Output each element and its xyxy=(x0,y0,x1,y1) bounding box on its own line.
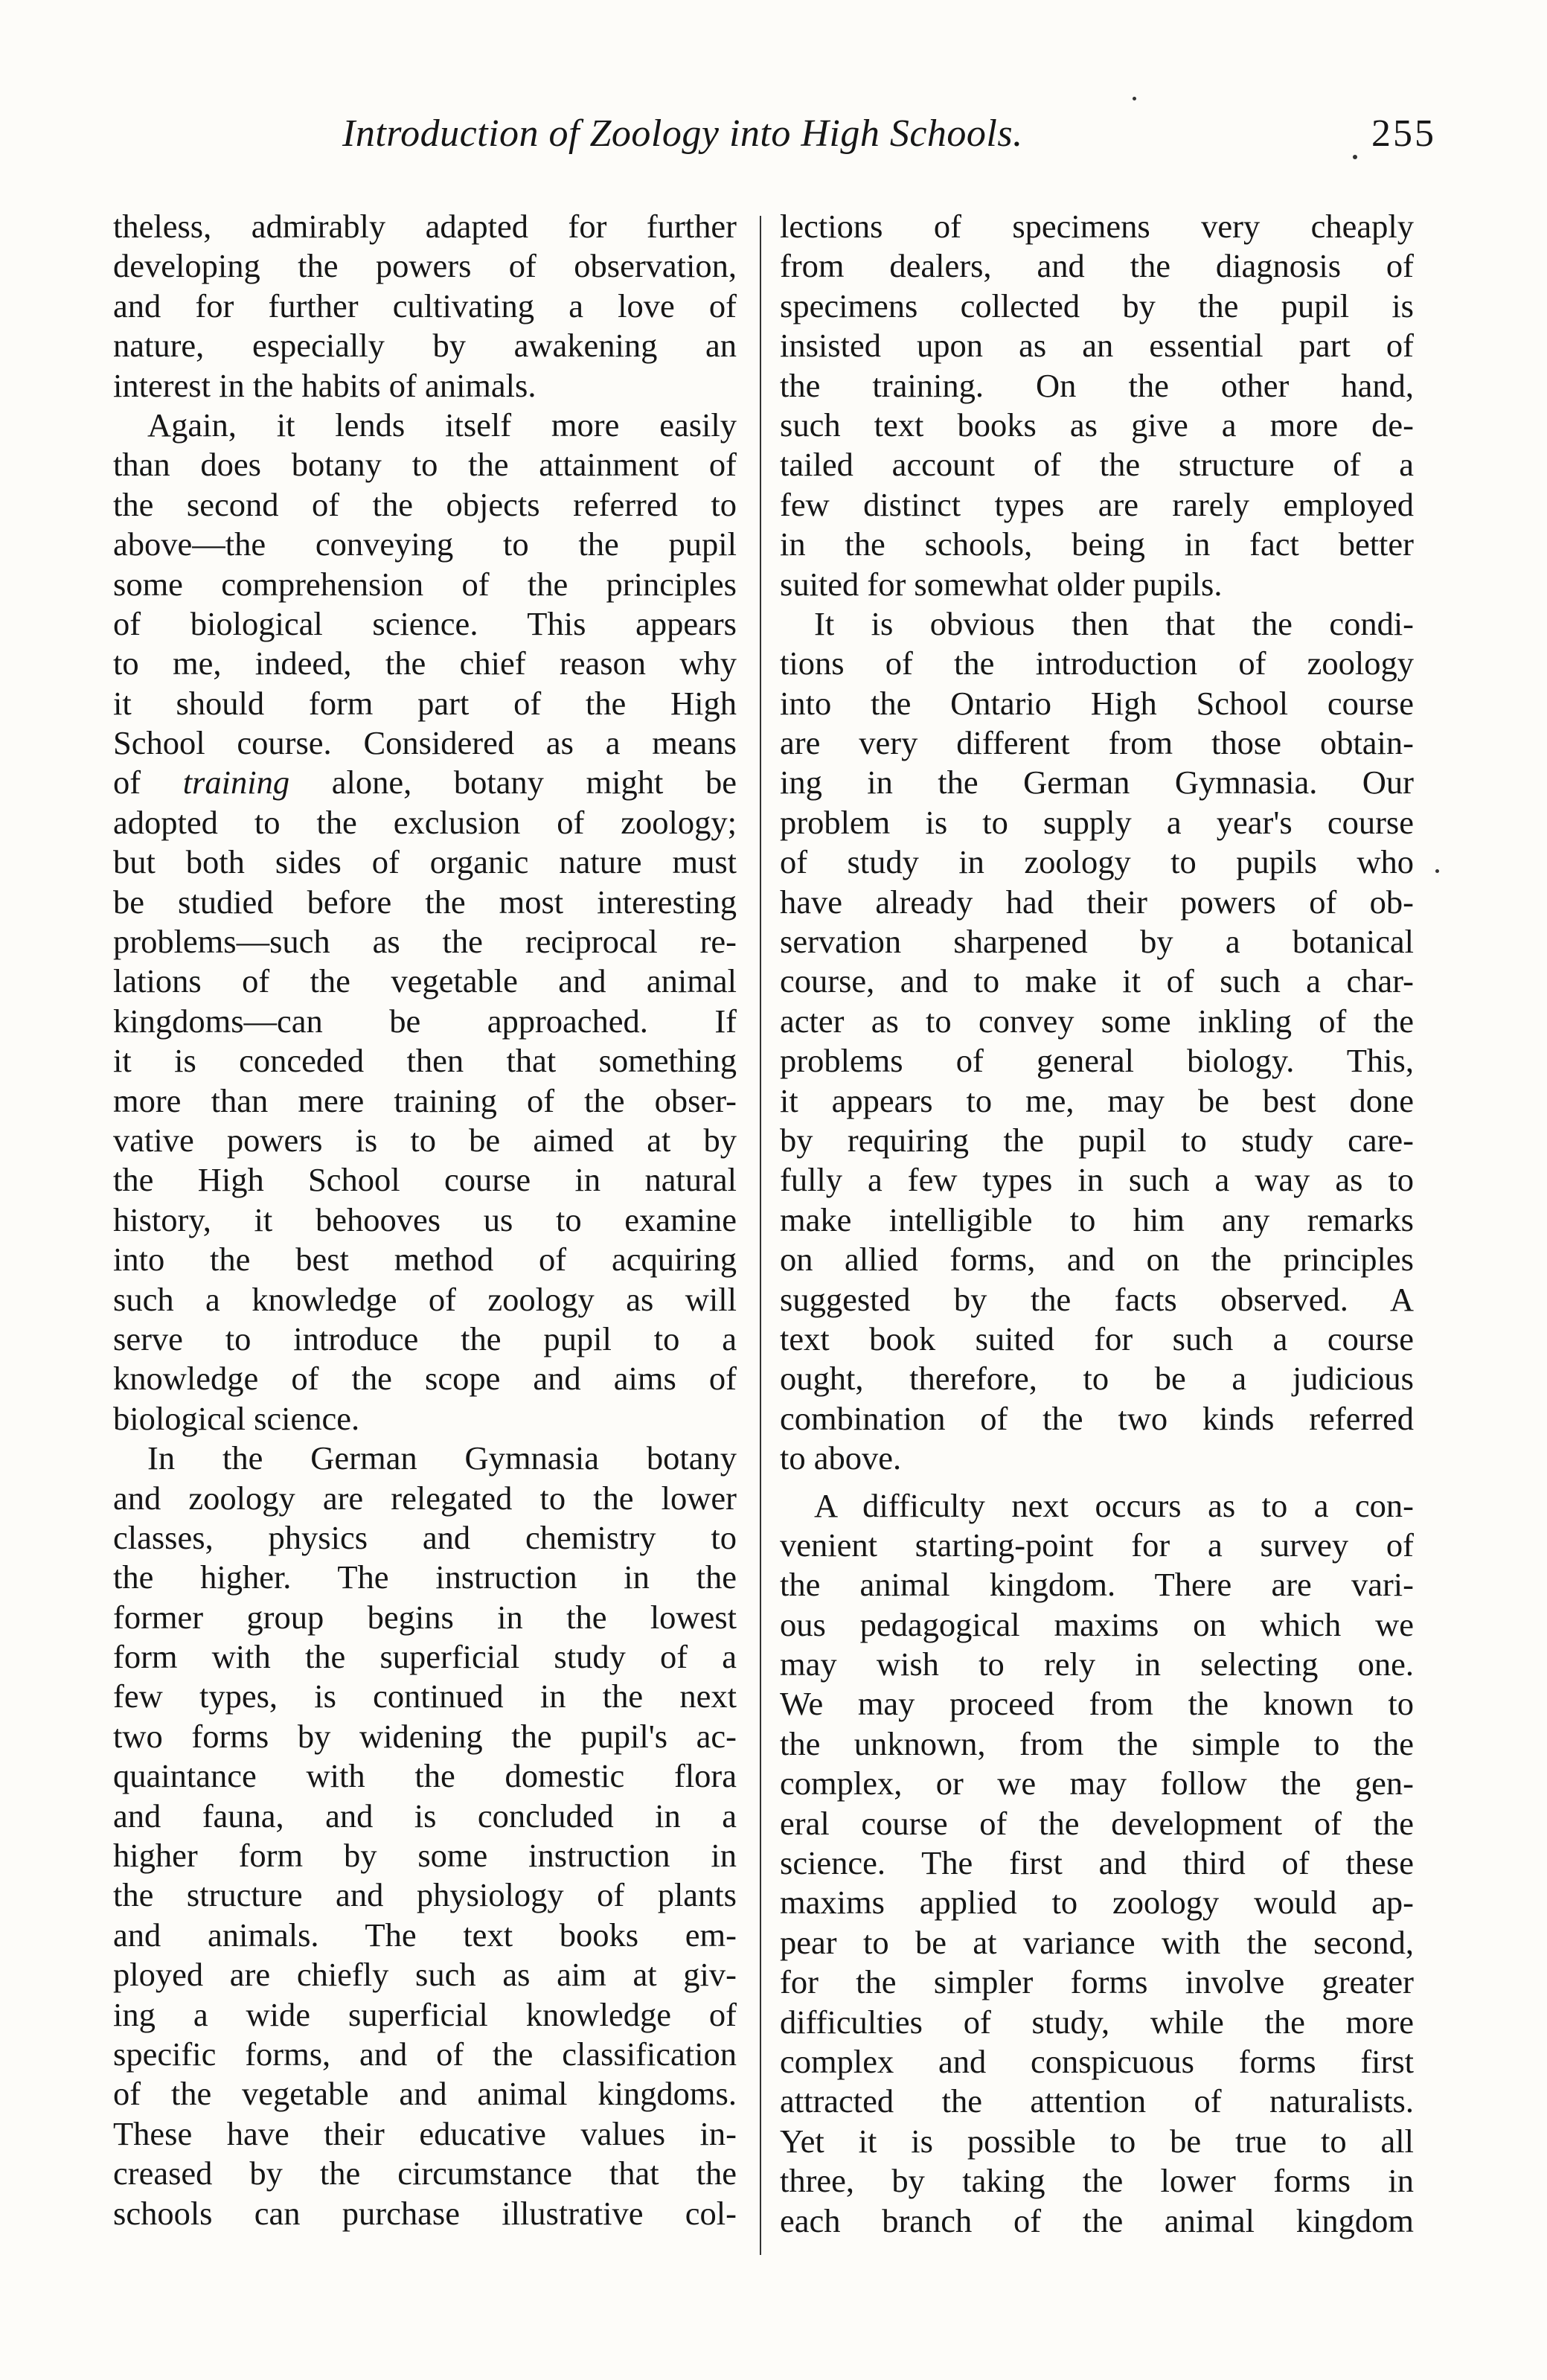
text-line: the unknown, from the simple to the xyxy=(780,1724,1414,1762)
text-line: higher form by some instruction in xyxy=(113,1837,737,1875)
text-line: acter as to convey some inkling of the xyxy=(780,1002,1414,1040)
text-line: specific forms, and of the classification xyxy=(113,2035,737,2073)
text-line: developing the powers of observation, xyxy=(113,247,737,285)
page-number: 255 xyxy=(1371,112,1436,155)
text-line: adopted to the exclusion of zoology; xyxy=(113,803,737,841)
text-line: and zoology are relegated to the lower xyxy=(113,1479,737,1517)
text-line: former group begins in the lowest xyxy=(113,1598,737,1636)
text-line: suggested by the facts observed. A xyxy=(780,1280,1414,1318)
text-line: for the simpler forms involve greater xyxy=(780,1963,1414,2001)
text-line: may wish to rely in selecting one. xyxy=(780,1645,1414,1683)
text-line: in the schools, being in fact better xyxy=(780,525,1414,563)
text-line: the animal kingdom. There are vari- xyxy=(780,1566,1414,1604)
text-line: but both sides of organic nature must xyxy=(113,843,737,881)
text-line: some comprehension of the principles xyxy=(113,565,737,603)
text-line: interest in the habits of animals. xyxy=(113,366,537,404)
text-line: into the Ontario High School course xyxy=(780,684,1414,722)
text-line: ing in the German Gymnasia. Our xyxy=(780,764,1414,802)
text-line: course, and to make it of such a char- xyxy=(780,962,1414,1000)
text-line: lations of the vegetable and animal xyxy=(113,962,737,1000)
text-line: venient starting-point for a survey of xyxy=(780,1526,1414,1564)
text-line: nature, especially by awakening an xyxy=(113,327,737,365)
text-line: the second of the objects referred to xyxy=(113,485,737,523)
text-line: It is obvious then that the condi- xyxy=(814,604,1414,642)
text-line: from dealers, and the diagnosis of xyxy=(780,247,1414,285)
text-line: such text books as give a more de- xyxy=(780,406,1414,444)
text-line: the higher. The instruction in the xyxy=(113,1558,737,1596)
text-line: to me, indeed, the chief reason why xyxy=(113,644,737,682)
text-line: science. The first and third of these xyxy=(780,1844,1414,1882)
text-line: on allied forms, and on the principles xyxy=(780,1241,1414,1279)
text-line: School course. Considered as a means xyxy=(113,724,737,762)
text-line: by requiring the pupil to study care- xyxy=(780,1121,1414,1159)
text-line: quaintance with the domestic flora xyxy=(113,1757,737,1795)
text-line: of study in zoology to pupils who xyxy=(780,843,1414,881)
text-line: the structure and physiology of plants xyxy=(113,1876,737,1914)
text-line: problems of general biology. This, xyxy=(780,1042,1414,1080)
text-line: of the vegetable and animal kingdoms. xyxy=(113,2075,737,2113)
text-line xyxy=(113,763,737,802)
text-line: knowledge of the scope and aims of xyxy=(113,1360,737,1398)
text-line: Again, it lends itself more easily xyxy=(147,406,737,444)
text-line: few types, is continued in the next xyxy=(113,1677,737,1715)
text-line: three, by taking the lower forms in xyxy=(780,2162,1414,2200)
text-line: make intelligible to him any remarks xyxy=(780,1200,1414,1238)
text-line: text book suited for such a course xyxy=(780,1319,1414,1357)
text-line: suited for somewhat older pupils. xyxy=(780,565,1223,603)
text-line: have already had their powers of ob- xyxy=(780,883,1414,921)
text-line: servation sharpened by a botanical xyxy=(780,923,1414,961)
text-line: above—the conveying to the pupil xyxy=(113,525,737,563)
text-line: of biological science. This appears xyxy=(113,604,737,642)
text-segment: of xyxy=(113,764,183,802)
text-line: These have their educative values in- xyxy=(113,2114,737,2152)
text-line: than does botany to the attainment of xyxy=(113,446,737,484)
text-line: eral course of the development of the xyxy=(780,1804,1414,1842)
text-line: into the best method of acquiring xyxy=(113,1241,737,1279)
scan-speck xyxy=(1353,155,1357,159)
text-line: it is conceded then that something xyxy=(113,1042,737,1080)
running-title: Introduction of Zoology into High Schools. xyxy=(342,112,1023,155)
text-line: fully a few types in such a way as to xyxy=(780,1161,1414,1199)
text-line: form with the superficial study of a xyxy=(113,1638,737,1676)
scan-speck xyxy=(1133,97,1136,100)
right-column xyxy=(780,207,1414,2241)
text-line: ous pedagogical maxims on which we xyxy=(780,1605,1414,1643)
running-header xyxy=(112,112,1436,171)
text-line: and for further cultivating a love of xyxy=(113,287,737,324)
text-line: problems—such as the reciprocal re- xyxy=(113,923,737,961)
text-line: ought, therefore, to be a judicious xyxy=(780,1360,1414,1398)
text-line: A difficulty next occurs as to a con- xyxy=(814,1486,1414,1524)
text-line: and animals. The text books em- xyxy=(113,1916,737,1954)
text-line: complex, or we may follow the gen- xyxy=(780,1765,1414,1802)
text-line: combination of the two kinds referred xyxy=(780,1399,1414,1437)
text-line: schools can purchase illustrative col- xyxy=(113,2194,737,2232)
text-line: pear to be at variance with the second, xyxy=(780,1923,1414,1961)
text-line: each branch of the animal kingdom xyxy=(780,2201,1414,2239)
emphasized-word: training xyxy=(182,764,290,802)
text-line: vative powers is to be aimed at by xyxy=(113,1121,737,1159)
text-line: ing a wide superficial knowledge of xyxy=(113,1995,737,2033)
text-line: and fauna, and is concluded in a xyxy=(113,1797,737,1834)
text-line: such a knowledge of zoology as will xyxy=(113,1280,737,1318)
text-line: lections of specimens very cheaply xyxy=(780,208,1414,245)
text-line: biological science. xyxy=(113,1399,360,1437)
text-line: Yet it is possible to be true to all xyxy=(780,2122,1414,2160)
text-line: it appears to me, may be best done xyxy=(780,1081,1414,1119)
text-segment: alone, botany might be xyxy=(289,764,737,802)
text-line: are very different from those obtain- xyxy=(780,724,1414,762)
column-divider xyxy=(760,216,761,2255)
text-line: serve to introduce the pupil to a xyxy=(113,1319,737,1357)
text-line: kingdoms—can be approached. If xyxy=(113,1002,737,1040)
text-line: classes, physics and chemistry to xyxy=(113,1518,737,1556)
text-line: ployed are chiefly such as aim at giv- xyxy=(113,1956,737,1994)
text-line: tailed account of the structure of a xyxy=(780,446,1414,484)
text-line: creased by the circumstance that the xyxy=(113,2155,737,2192)
text-line: few distinct types are rarely employed xyxy=(780,485,1414,523)
text-line: complex and conspicuous forms first xyxy=(780,2042,1414,2080)
text-line: to above. xyxy=(780,1439,902,1477)
scan-speck xyxy=(1435,869,1439,873)
text-line: tions of the introduction of zoology xyxy=(780,644,1414,682)
text-line: We may proceed from the known to xyxy=(780,1685,1414,1723)
text-line: theless, admirably adapted for further xyxy=(113,208,737,245)
text-line: difficulties of study, while the more xyxy=(780,2003,1414,2041)
text-line: maxims applied to zoology would ap- xyxy=(780,1884,1414,1922)
text-line: In the German Gymnasia botany xyxy=(147,1439,737,1477)
text-line: it should form part of the High xyxy=(113,684,737,722)
text-line: the High School course in natural xyxy=(113,1161,737,1199)
text-line: two forms by widening the pupil's ac- xyxy=(113,1717,737,1755)
text-line: insisted upon as an essential part of xyxy=(780,327,1414,365)
text-line: attracted the attention of naturalists. xyxy=(780,2082,1414,2120)
text-line: more than mere training of the obser- xyxy=(113,1081,737,1119)
text-line: problem is to supply a year's course xyxy=(780,803,1414,841)
left-column xyxy=(113,207,737,2233)
text-line: specimens collected by the pupil is xyxy=(780,287,1414,324)
text-line: be studied before the most interesting xyxy=(113,883,737,921)
text-line: history, it behooves us to examine xyxy=(113,1200,737,1238)
text-line: the training. On the other hand, xyxy=(780,366,1414,404)
